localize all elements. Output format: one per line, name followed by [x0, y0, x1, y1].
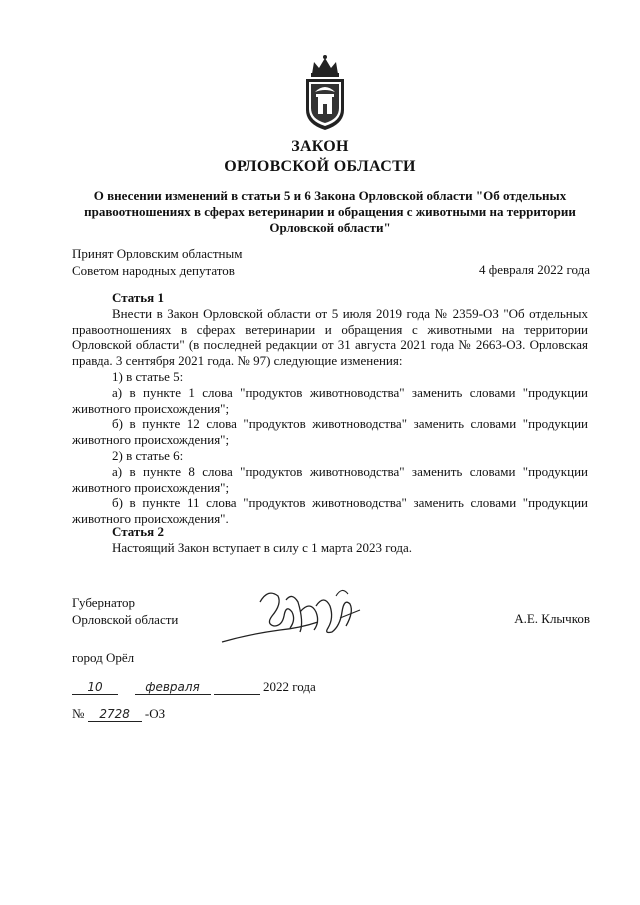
- article-2-paragraph: Настоящий Закон вступает в силу с 1 марта 2023 года.: [112, 539, 412, 555]
- article-1-paragraph: б) в пункте 11 слова "продуктов животноводства" заменить словами "продукции животного происхождения".: [72, 495, 588, 527]
- law-number: [72, 706, 165, 722]
- signatory-name: А.Е. Клычков: [514, 611, 590, 626]
- law-number-suffix: -ОЗ: [144, 706, 166, 721]
- adoption-line1: Принят Орловским областным: [72, 246, 243, 261]
- document-subtitle: О внесении изменений в статьи 5 и 6 Закона Орловской области "Об отдельных правоотношениях в сферах ветеринарии и обращения с животными на территории Орловской области": [84, 188, 576, 235]
- signing-date: [72, 679, 316, 695]
- adoption-line2: Советом народных депутатов: [72, 263, 235, 278]
- signing-month: февраля: [135, 680, 211, 695]
- signatory-position: [72, 594, 178, 628]
- article-1-paragraph: 1) в статье 5:: [112, 368, 184, 384]
- handwritten-signature: [220, 582, 370, 648]
- adoption-info: [72, 245, 242, 279]
- article-1-paragraph: 2) в статье 6:: [112, 447, 184, 463]
- article-1: [72, 290, 588, 527]
- article-1-paragraph: а) в пункте 8 слова "продуктов животноводства" заменить словами "продукции животного происхождения";: [72, 463, 588, 495]
- signing-year: 2022 года: [263, 679, 316, 694]
- article-2-heading: Статья 2: [112, 524, 164, 539]
- document-title: ЗАКОН: [291, 138, 349, 155]
- article-1-paragraph: Внести в Закон Орловской области от 5 июля 2019 года № 2359-ОЗ "Об отдельных правоотношениях в сферах ветеринарии и обращения с животными на территории Орловской области" (в последней редакции от 31 августа 2021 года № 2663-ОЗ. Орловская правда. 3 сентября 2021 года. № 97) следующие изменения:: [72, 305, 588, 369]
- signatory-position-line2: Орловской области: [72, 612, 179, 627]
- signing-day: 10: [72, 680, 118, 695]
- article-1-heading: Статья 1: [112, 290, 164, 305]
- adoption-date: 4 февраля 2022 года: [479, 262, 590, 277]
- coat-of-arms-icon: [300, 52, 350, 132]
- article-1-paragraph: б) в пункте 12 слова "продуктов животноводства" заменить словами "продукции животного происхождения";: [72, 416, 588, 448]
- law-number-prefix: №: [72, 706, 85, 721]
- article-2: [72, 524, 588, 556]
- city-of-signing: город Орёл: [72, 650, 135, 665]
- article-1-paragraph: а) в пункте 1 слова "продуктов животноводства" заменить словами "продукции животного происхождения";: [72, 384, 588, 416]
- document-title-region: ОРЛОВСКОЙ ОБЛАСТИ: [224, 158, 416, 175]
- signatory-position-line1: Губернатор: [72, 595, 135, 610]
- law-number-value: 2728: [88, 707, 142, 722]
